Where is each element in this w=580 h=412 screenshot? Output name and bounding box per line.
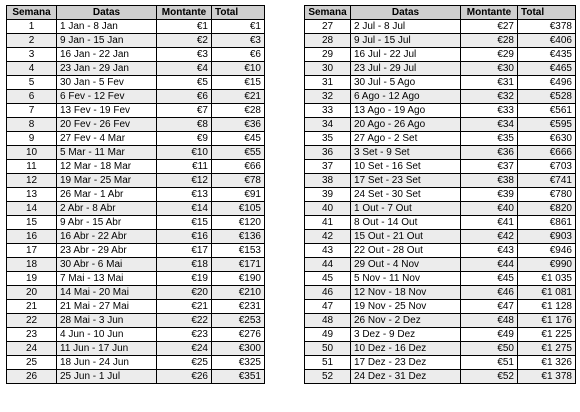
week-cell: 29 xyxy=(305,48,351,62)
table-row xyxy=(305,132,576,146)
table-row xyxy=(305,104,576,118)
amount-cell: €32 xyxy=(461,90,518,104)
table-row xyxy=(7,132,265,146)
table-row xyxy=(305,20,576,34)
total-cell: €6 xyxy=(212,48,265,62)
table-row xyxy=(7,118,265,132)
total-cell: €3 xyxy=(212,34,265,48)
total-cell: €55 xyxy=(212,146,265,160)
dates-cell: 20 Ago - 26 Ago xyxy=(351,118,461,132)
week-cell: 30 xyxy=(305,62,351,76)
amount-cell: €49 xyxy=(461,328,518,342)
total-cell: €351 xyxy=(212,370,265,384)
week-cell: 48 xyxy=(305,314,351,328)
dates-cell: 4 Jun - 10 Jun xyxy=(57,328,157,342)
table-row xyxy=(7,370,265,384)
week-cell: 39 xyxy=(305,188,351,202)
total-cell: €136 xyxy=(212,230,265,244)
total-cell: €28 xyxy=(212,104,265,118)
amount-cell: €24 xyxy=(157,342,212,356)
week-cell: 4 xyxy=(7,62,57,76)
table-row xyxy=(305,300,576,314)
week-cell: 12 xyxy=(7,174,57,188)
dates-cell: 19 Mar - 25 Mar xyxy=(57,174,157,188)
total-cell: €435 xyxy=(518,48,576,62)
week-cell: 38 xyxy=(305,174,351,188)
table-row xyxy=(305,244,576,258)
amount-cell: €17 xyxy=(157,244,212,258)
table-row xyxy=(7,34,265,48)
total-cell: €741 xyxy=(518,174,576,188)
dates-cell: 24 Set - 30 Set xyxy=(351,188,461,202)
total-cell: €325 xyxy=(212,356,265,370)
dates-cell: 7 Mai - 13 Mai xyxy=(57,272,157,286)
dates-cell: 8 Out - 14 Out xyxy=(351,216,461,230)
week-cell: 32 xyxy=(305,90,351,104)
total-cell: €1 035 xyxy=(518,272,576,286)
table-row xyxy=(305,62,576,76)
amount-cell: €44 xyxy=(461,258,518,272)
total-cell: €253 xyxy=(212,314,265,328)
table-row xyxy=(7,286,265,300)
amount-cell: €28 xyxy=(461,34,518,48)
total-cell: €78 xyxy=(212,174,265,188)
table-row xyxy=(305,342,576,356)
total-cell: €1 378 xyxy=(518,370,576,384)
total-cell: €666 xyxy=(518,146,576,160)
table-row xyxy=(7,76,265,90)
amount-cell: €16 xyxy=(157,230,212,244)
dates-cell: 3 Set - 9 Set xyxy=(351,146,461,160)
week-cell: 49 xyxy=(305,328,351,342)
total-cell: €190 xyxy=(212,272,265,286)
dates-cell: 5 Mar - 11 Mar xyxy=(57,146,157,160)
total-cell: €21 xyxy=(212,90,265,104)
header-total: Total xyxy=(212,6,265,20)
amount-cell: €31 xyxy=(461,76,518,90)
table-row xyxy=(7,160,265,174)
amount-cell: €37 xyxy=(461,160,518,174)
header-amount: Montante xyxy=(157,6,212,20)
total-cell: €1 xyxy=(212,20,265,34)
total-cell: €378 xyxy=(518,20,576,34)
week-cell: 2 xyxy=(7,34,57,48)
week-cell: 6 xyxy=(7,90,57,104)
table-row xyxy=(305,90,576,104)
amount-cell: €6 xyxy=(157,90,212,104)
table-row xyxy=(7,104,265,118)
table-row xyxy=(7,356,265,370)
header-total: Total xyxy=(518,6,576,20)
amount-cell: €47 xyxy=(461,300,518,314)
total-cell: €820 xyxy=(518,202,576,216)
total-cell: €276 xyxy=(212,328,265,342)
week-cell: 23 xyxy=(7,328,57,342)
table-row xyxy=(7,48,265,62)
dates-cell: 17 Set - 23 Set xyxy=(351,174,461,188)
amount-cell: €10 xyxy=(157,146,212,160)
week-cell: 45 xyxy=(305,272,351,286)
week-cell: 31 xyxy=(305,76,351,90)
dates-cell: 16 Jan - 22 Jan xyxy=(57,48,157,62)
dates-cell: 13 Fev - 19 Fev xyxy=(57,104,157,118)
table-row xyxy=(305,34,576,48)
dates-cell: 28 Mai - 3 Jun xyxy=(57,314,157,328)
total-cell: €120 xyxy=(212,216,265,230)
week-cell: 52 xyxy=(305,370,351,384)
week-cell: 27 xyxy=(305,20,351,34)
dates-cell: 6 Fev - 12 Fev xyxy=(57,90,157,104)
amount-cell: €23 xyxy=(157,328,212,342)
dates-cell: 27 Fev - 4 Mar xyxy=(57,132,157,146)
dates-cell: 19 Nov - 25 Nov xyxy=(351,300,461,314)
amount-cell: €51 xyxy=(461,356,518,370)
week-cell: 51 xyxy=(305,356,351,370)
amount-cell: €52 xyxy=(461,370,518,384)
header-dates: Datas xyxy=(57,6,157,20)
week-cell: 3 xyxy=(7,48,57,62)
total-cell: €903 xyxy=(518,230,576,244)
table-row xyxy=(305,230,576,244)
amount-cell: €38 xyxy=(461,174,518,188)
dates-cell: 16 Jul - 22 Jul xyxy=(351,48,461,62)
table-row xyxy=(7,258,265,272)
total-cell: €15 xyxy=(212,76,265,90)
table-row xyxy=(7,146,265,160)
dates-cell: 9 Jul - 15 Jul xyxy=(351,34,461,48)
amount-cell: €35 xyxy=(461,132,518,146)
total-cell: €406 xyxy=(518,34,576,48)
amount-cell: €29 xyxy=(461,48,518,62)
dates-cell: 30 Abr - 6 Mai xyxy=(57,258,157,272)
dates-cell: 26 Nov - 2 Dez xyxy=(351,314,461,328)
table-header-row xyxy=(305,6,576,20)
dates-cell: 21 Mai - 27 Mai xyxy=(57,300,157,314)
amount-cell: €36 xyxy=(461,146,518,160)
table-row xyxy=(7,314,265,328)
table-row xyxy=(305,314,576,328)
dates-cell: 23 Jan - 29 Jan xyxy=(57,62,157,76)
total-cell: €105 xyxy=(212,202,265,216)
total-cell: €10 xyxy=(212,62,265,76)
dates-cell: 13 Ago - 19 Ago xyxy=(351,104,461,118)
week-cell: 5 xyxy=(7,76,57,90)
table-row xyxy=(7,328,265,342)
dates-cell: 16 Abr - 22 Abr xyxy=(57,230,157,244)
week-cell: 28 xyxy=(305,34,351,48)
dates-cell: 29 Out - 4 Nov xyxy=(351,258,461,272)
dates-cell: 20 Fev - 26 Fev xyxy=(57,118,157,132)
week-cell: 35 xyxy=(305,132,351,146)
week-cell: 33 xyxy=(305,104,351,118)
dates-cell: 14 Mai - 20 Mai xyxy=(57,286,157,300)
total-cell: €153 xyxy=(212,244,265,258)
total-cell: €861 xyxy=(518,216,576,230)
table-row xyxy=(305,146,576,160)
header-week: Semana xyxy=(7,6,57,20)
table-header-row xyxy=(7,6,265,20)
dates-cell: 30 Jan - 5 Fev xyxy=(57,76,157,90)
dates-cell: 12 Nov - 18 Nov xyxy=(351,286,461,300)
dates-cell: 9 Jan - 15 Jan xyxy=(57,34,157,48)
total-cell: €496 xyxy=(518,76,576,90)
amount-cell: €21 xyxy=(157,300,212,314)
table-row xyxy=(7,62,265,76)
total-cell: €300 xyxy=(212,342,265,356)
amount-cell: €46 xyxy=(461,286,518,300)
table-row xyxy=(7,188,265,202)
total-cell: €231 xyxy=(212,300,265,314)
total-cell: €91 xyxy=(212,188,265,202)
dates-cell: 1 Jan - 8 Jan xyxy=(57,20,157,34)
week-cell: 22 xyxy=(7,314,57,328)
table-row xyxy=(305,286,576,300)
week-cell: 44 xyxy=(305,258,351,272)
week-cell: 43 xyxy=(305,244,351,258)
dates-cell: 9 Abr - 15 Abr xyxy=(57,216,157,230)
dates-cell: 2 Jul - 8 Jul xyxy=(351,20,461,34)
week-cell: 1 xyxy=(7,20,57,34)
week-cell: 11 xyxy=(7,160,57,174)
table-row xyxy=(305,216,576,230)
amount-cell: €14 xyxy=(157,202,212,216)
dates-cell: 22 Out - 28 Out xyxy=(351,244,461,258)
week-cell: 40 xyxy=(305,202,351,216)
dates-cell: 11 Jun - 17 Jun xyxy=(57,342,157,356)
week-cell: 15 xyxy=(7,216,57,230)
dates-cell: 17 Dez - 23 Dez xyxy=(351,356,461,370)
amount-cell: €4 xyxy=(157,62,212,76)
table-row xyxy=(305,370,576,384)
week-cell: 16 xyxy=(7,230,57,244)
total-cell: €171 xyxy=(212,258,265,272)
week-cell: 46 xyxy=(305,286,351,300)
dates-cell: 1 Out - 7 Out xyxy=(351,202,461,216)
week-cell: 14 xyxy=(7,202,57,216)
amount-cell: €41 xyxy=(461,216,518,230)
week-cell: 8 xyxy=(7,118,57,132)
amount-cell: €26 xyxy=(157,370,212,384)
amount-cell: €9 xyxy=(157,132,212,146)
total-cell: €528 xyxy=(518,90,576,104)
dates-cell: 3 Dez - 9 Dez xyxy=(351,328,461,342)
amount-cell: €34 xyxy=(461,118,518,132)
total-cell: €1 128 xyxy=(518,300,576,314)
amount-cell: €12 xyxy=(157,174,212,188)
table-row xyxy=(305,356,576,370)
dates-cell: 6 Ago - 12 Ago xyxy=(351,90,461,104)
week-cell: 17 xyxy=(7,244,57,258)
dates-cell: 10 Dez - 16 Dez xyxy=(351,342,461,356)
dates-cell: 30 Jul - 5 Ago xyxy=(351,76,461,90)
week-cell: 20 xyxy=(7,286,57,300)
table-row xyxy=(305,328,576,342)
week-cell: 42 xyxy=(305,230,351,244)
week-cell: 26 xyxy=(7,370,57,384)
total-cell: €780 xyxy=(518,188,576,202)
dates-cell: 23 Jul - 29 Jul xyxy=(351,62,461,76)
dates-cell: 25 Jun - 1 Jul xyxy=(57,370,157,384)
dates-cell: 23 Abr - 29 Abr xyxy=(57,244,157,258)
table-row xyxy=(7,20,265,34)
amount-cell: €5 xyxy=(157,76,212,90)
amount-cell: €20 xyxy=(157,286,212,300)
total-cell: €465 xyxy=(518,62,576,76)
dates-cell: 15 Out - 21 Out xyxy=(351,230,461,244)
amount-cell: €19 xyxy=(157,272,212,286)
amount-cell: €1 xyxy=(157,20,212,34)
table-row xyxy=(305,160,576,174)
amount-cell: €30 xyxy=(461,62,518,76)
total-cell: €66 xyxy=(212,160,265,174)
amount-cell: €8 xyxy=(157,118,212,132)
amount-cell: €3 xyxy=(157,48,212,62)
total-cell: €990 xyxy=(518,258,576,272)
header-amount: Montante xyxy=(461,6,518,20)
table-row xyxy=(305,118,576,132)
week-cell: 24 xyxy=(7,342,57,356)
week-cell: 34 xyxy=(305,118,351,132)
savings-table-right xyxy=(304,5,576,384)
dates-cell: 24 Dez - 31 Dez xyxy=(351,370,461,384)
table-row xyxy=(305,202,576,216)
week-cell: 47 xyxy=(305,300,351,314)
table-row xyxy=(7,244,265,258)
total-cell: €595 xyxy=(518,118,576,132)
table-row xyxy=(305,174,576,188)
table-row xyxy=(305,188,576,202)
total-cell: €1 326 xyxy=(518,356,576,370)
week-cell: 21 xyxy=(7,300,57,314)
week-cell: 50 xyxy=(305,342,351,356)
week-cell: 19 xyxy=(7,272,57,286)
total-cell: €703 xyxy=(518,160,576,174)
total-cell: €946 xyxy=(518,244,576,258)
total-cell: €1 176 xyxy=(518,314,576,328)
amount-cell: €42 xyxy=(461,230,518,244)
savings-table-left xyxy=(6,5,265,384)
table-row xyxy=(7,272,265,286)
total-cell: €1 275 xyxy=(518,342,576,356)
dates-cell: 12 Mar - 18 Mar xyxy=(57,160,157,174)
amount-cell: €13 xyxy=(157,188,212,202)
header-week: Semana xyxy=(305,6,351,20)
dates-cell: 27 Ago - 2 Set xyxy=(351,132,461,146)
total-cell: €630 xyxy=(518,132,576,146)
table-row xyxy=(305,272,576,286)
amount-cell: €15 xyxy=(157,216,212,230)
week-cell: 7 xyxy=(7,104,57,118)
week-cell: 37 xyxy=(305,160,351,174)
table-row xyxy=(7,300,265,314)
table-row xyxy=(7,174,265,188)
week-cell: 36 xyxy=(305,146,351,160)
amount-cell: €45 xyxy=(461,272,518,286)
dates-cell: 26 Mar - 1 Abr xyxy=(57,188,157,202)
total-cell: €561 xyxy=(518,104,576,118)
total-cell: €45 xyxy=(212,132,265,146)
amount-cell: €43 xyxy=(461,244,518,258)
dates-cell: 2 Abr - 8 Abr xyxy=(57,202,157,216)
week-cell: 9 xyxy=(7,132,57,146)
amount-cell: €22 xyxy=(157,314,212,328)
table-row xyxy=(7,230,265,244)
total-cell: €1 081 xyxy=(518,286,576,300)
week-cell: 18 xyxy=(7,258,57,272)
header-dates: Datas xyxy=(351,6,461,20)
amount-cell: €48 xyxy=(461,314,518,328)
table-row xyxy=(7,202,265,216)
table-row xyxy=(7,216,265,230)
amount-cell: €7 xyxy=(157,104,212,118)
total-cell: €1 225 xyxy=(518,328,576,342)
amount-cell: €25 xyxy=(157,356,212,370)
total-cell: €210 xyxy=(212,286,265,300)
table-row xyxy=(305,48,576,62)
week-cell: 41 xyxy=(305,216,351,230)
amount-cell: €18 xyxy=(157,258,212,272)
amount-cell: €40 xyxy=(461,202,518,216)
amount-cell: €50 xyxy=(461,342,518,356)
dates-cell: 18 Jun - 24 Jun xyxy=(57,356,157,370)
dates-cell: 10 Set - 16 Set xyxy=(351,160,461,174)
table-row xyxy=(305,258,576,272)
amount-cell: €27 xyxy=(461,20,518,34)
week-cell: 10 xyxy=(7,146,57,160)
table-row xyxy=(305,76,576,90)
amount-cell: €39 xyxy=(461,188,518,202)
total-cell: €36 xyxy=(212,118,265,132)
table-row xyxy=(7,342,265,356)
week-cell: 25 xyxy=(7,356,57,370)
dates-cell: 5 Nov - 11 Nov xyxy=(351,272,461,286)
amount-cell: €2 xyxy=(157,34,212,48)
amount-cell: €33 xyxy=(461,104,518,118)
table-row xyxy=(7,90,265,104)
amount-cell: €11 xyxy=(157,160,212,174)
week-cell: 13 xyxy=(7,188,57,202)
